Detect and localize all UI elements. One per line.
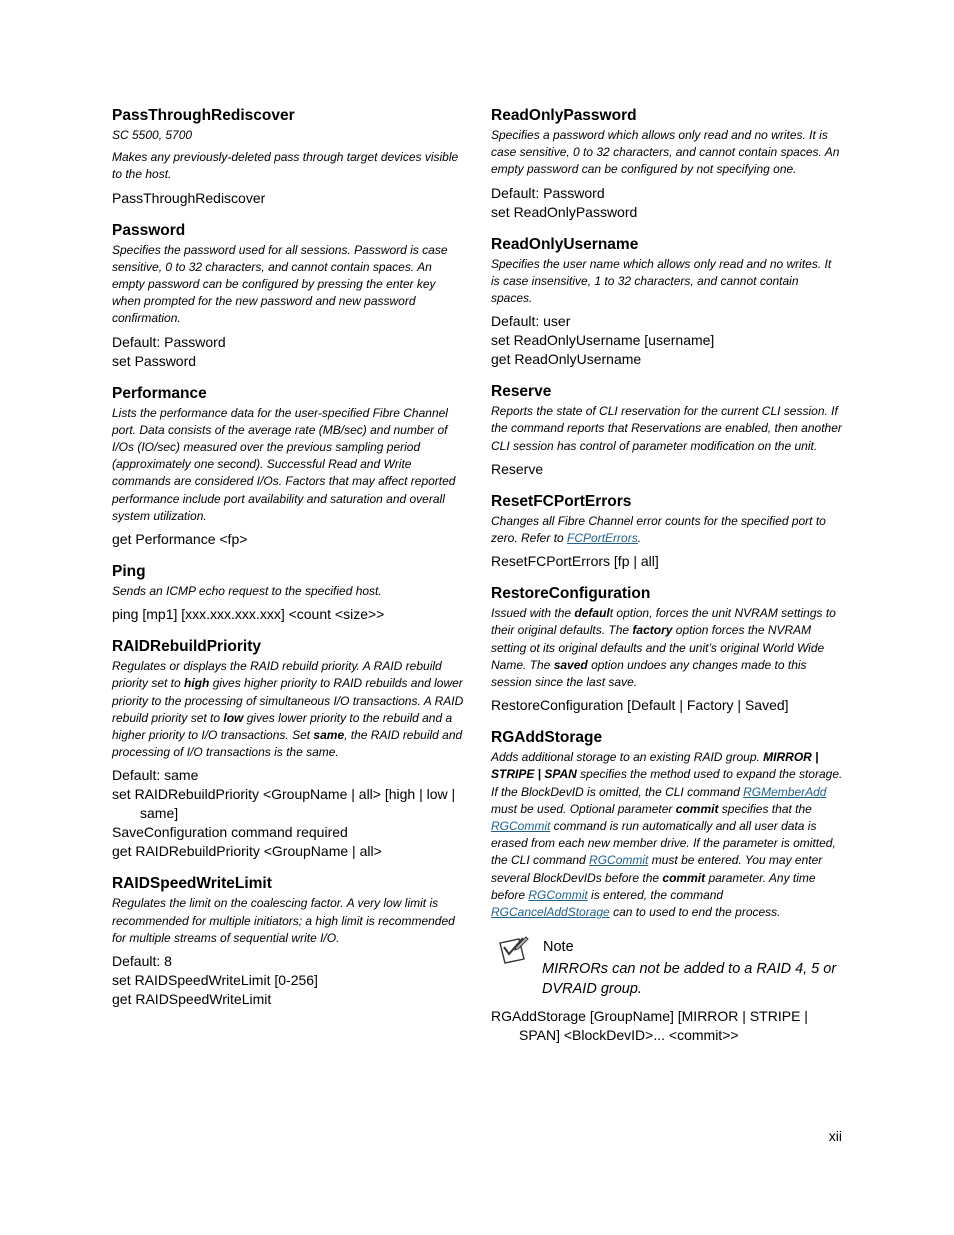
link-fcporterrors[interactable]: FCPortErrors (567, 531, 638, 546)
description: Regulates or displays the RAID rebuild priority. A RAID rebuild priority set to high gives higher priority to RAID rebuilds and lower priority to the processing of simultaneous I/O transactions. A RAID rebuild priority set to low gives lower priority to the rebuild and a higher priority to I/O transactions. Set same, the RAID rebuild and processing of I/O transactions is the same. (112, 659, 464, 760)
entry-raidrebuildpriority (112, 637, 464, 861)
models: SC 5500, 5700 (112, 128, 193, 142)
description: Specifies the password used for all sessions. Password is case sensitive, 0 to 32 characters, and cannot contain spaces. An empty password can be configured by pressing the enter key when prompted for the new password and new password confirmation. (112, 242, 448, 326)
description: Lists the performance data for the user-specified Fibre Channel port. Data consists of the average rate (MB/sec) and number of I/Os (IO/sec) measured over the previous sampling period (approximately one second). Successful Read and Write commands are considered I/Os. Factors that may affect reported performance include port availability and saturation and overall system utilization. (112, 405, 456, 523)
default-value: Default: Password (112, 333, 226, 350)
heading: Performance (112, 384, 207, 402)
note-text: MIRRORs can not be added to a RAID 4, 5 or DVRAID group. (542, 961, 837, 998)
command-note: SaveConfiguration command required (112, 824, 348, 841)
description: Adds additional storage to an existing RAID group. MIRROR | STRIPE | SPAN specifies the method used to expand the storage. If the BlockDevID is omitted, the CLI command RGMemberAdd must be used. Optional parameter commit specifies that the RGCommit command is run automatically and all user data is erased from each new member drive. If the parameter is omitted, the CLI command RGCommit must be entered. You may enter several BlockDevIDs before the commit parameter. Any time before RGCommit is entered, the command RGCancelAddStorage can to used to end the process. (491, 750, 843, 920)
entry-readonlypassword (491, 106, 843, 222)
heading: ReadOnlyUsername (491, 235, 639, 253)
command: set RAIDRebuildPriority <GroupName | all> [high | low | same] (112, 786, 456, 822)
heading: RAIDSpeedWriteLimit (112, 875, 272, 893)
note-box (491, 937, 843, 999)
entry-reserve (491, 382, 843, 479)
command: get Performance <fp> (112, 531, 248, 548)
command: get ReadOnlyUsername (491, 351, 642, 368)
heading: RAIDRebuildPriority (112, 638, 261, 656)
heading: Ping (112, 563, 146, 581)
description: Specifies a password which allows only read and no writes. It is case sensitive, 0 to 32 characters, and cannot contain spaces. An empty password can be configured by not specifying one. (491, 128, 840, 177)
command: get RAIDRebuildPriority <GroupName | all> (112, 843, 382, 860)
link-rgmemberadd[interactable]: RGMemberAdd (743, 784, 827, 799)
link-rgcommit[interactable]: RGCommit (589, 853, 649, 868)
default-value: Default: same (112, 767, 199, 784)
entry-readonlyusername (491, 235, 843, 370)
entry-password (112, 221, 464, 371)
command: ping [mp1] [xxx.xxx.xxx.xxx] <count <size>> (112, 606, 385, 623)
left-column (112, 106, 464, 1022)
page-number: xii (828, 1128, 842, 1144)
description: Changes all Fibre Channel error counts for the specified port to zero. Refer to FCPortErrors. (491, 513, 826, 546)
heading: RGAddStorage (491, 729, 603, 747)
entry-performance (112, 384, 464, 549)
note-title: Note (543, 939, 574, 956)
link-rgcommit[interactable]: RGCommit (491, 819, 551, 834)
description: Makes any previously-deleted pass through target devices visible to the host. (112, 150, 459, 182)
description: Regulates the limit on the coalescing factor. A very low limit is recommended for multiple initiators; a high limit is recommended for multiple streams of sequential write I/O. (112, 896, 455, 945)
command: PassThroughRediscover (112, 189, 266, 206)
command: set ReadOnlyPassword (491, 203, 638, 220)
heading: Password (112, 221, 186, 239)
command: get RAIDSpeedWriteLimit (112, 991, 272, 1008)
note-pencil-icon (497, 935, 529, 965)
entry-resetfcporterrors (491, 492, 843, 571)
command: RGAddStorage [GroupName] [MIRROR | STRIPE | SPAN] <BlockDevID>... <commit>> (491, 1008, 808, 1044)
entry-ping (112, 562, 464, 624)
link-rgcanceladdstorage[interactable]: RGCancelAddStorage (491, 905, 610, 920)
description: Issued with the default option, forces the unit NVRAM settings to their original defaults. The factory option forces the NVRAM setting ot its original defaults and the unit’s original World Wide Name. The saved option undoes any changes made to this session since the last save. (491, 606, 836, 690)
command: RestoreConfiguration [Default | Factory | Saved] (491, 697, 789, 714)
heading: RestoreConfiguration (491, 585, 651, 603)
command: set ReadOnlyUsername [username] (491, 332, 715, 349)
right-column (491, 106, 843, 1058)
command: ResetFCPortErrors [fp | all] (491, 553, 659, 570)
heading: ReadOnlyPassword (491, 107, 637, 124)
command: set Password (112, 352, 197, 369)
entry-restoreconfiguration (491, 584, 843, 715)
entry-passthroughrediscover (112, 106, 464, 208)
heading: PassThroughRediscover (112, 107, 295, 124)
default-value: Default: user (491, 313, 571, 330)
default-value: Default: Password (491, 184, 605, 201)
entry-rgaddstorage (491, 728, 843, 1045)
link-rgcommit[interactable]: RGCommit (528, 887, 588, 902)
heading: Reserve (491, 383, 552, 401)
description: Sends an ICMP echo request to the specified host. (112, 584, 382, 599)
description: Specifies the user name which allows only read and no writes. It is case insensitive, 1 to 32 characters, and cannot contain spaces. (491, 256, 832, 306)
default-value: Default: 8 (112, 953, 172, 970)
command: set RAIDSpeedWriteLimit [0-256] (112, 972, 318, 989)
command: Reserve (491, 460, 544, 477)
description: Reports the state of CLI reservation for the current CLI session. If the command reports that Reservations are enabled, then another CLI session has control of parameter modification on the unit. (491, 404, 842, 453)
entry-raidspeedwritelimit (112, 874, 464, 1009)
heading: ResetFCPortErrors (491, 492, 632, 510)
